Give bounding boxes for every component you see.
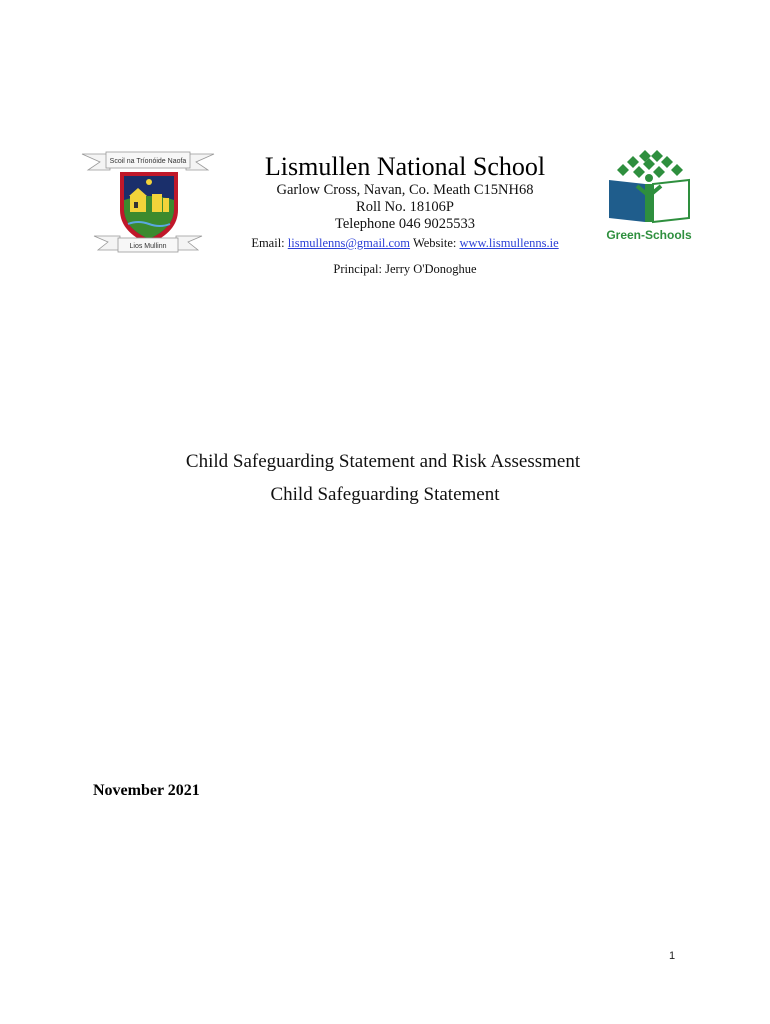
crest-banner-top-text: Scoil na Tríonóide Naofa — [109, 158, 187, 165]
green-schools-label: Green-Schools — [606, 228, 692, 242]
crest-banner-bottom-text: Lios Mullinn — [129, 243, 167, 250]
document-date: November 2021 — [93, 782, 200, 799]
email-label: Email: — [251, 236, 285, 250]
document-title-text: Child Safeguarding Statement and Risk Assessment — [185, 451, 581, 472]
principal-line: Principal: Jerry O'Donoghue — [333, 262, 477, 276]
document-title — [0, 450, 770, 474]
contact-line — [230, 235, 580, 251]
email-link[interactable]: lismullenns@gmail.com — [287, 236, 411, 250]
website-link[interactable]: www.lismullenns.ie — [459, 236, 559, 250]
green-schools-logo — [603, 150, 695, 246]
page-number: 1 — [669, 950, 676, 962]
letterhead — [230, 152, 580, 277]
roll-number: Roll No. 18106P — [356, 199, 454, 215]
school-name: Lismullen National School — [264, 152, 546, 181]
telephone: Telephone 046 9025533 — [335, 216, 475, 232]
school-address: Garlow Cross, Navan, Co. Meath C15NH68 — [276, 182, 534, 198]
school-crest-logo — [80, 148, 216, 256]
website-label: Website: — [412, 236, 457, 250]
document-subtitle: Child Safeguarding Statement — [270, 484, 500, 505]
